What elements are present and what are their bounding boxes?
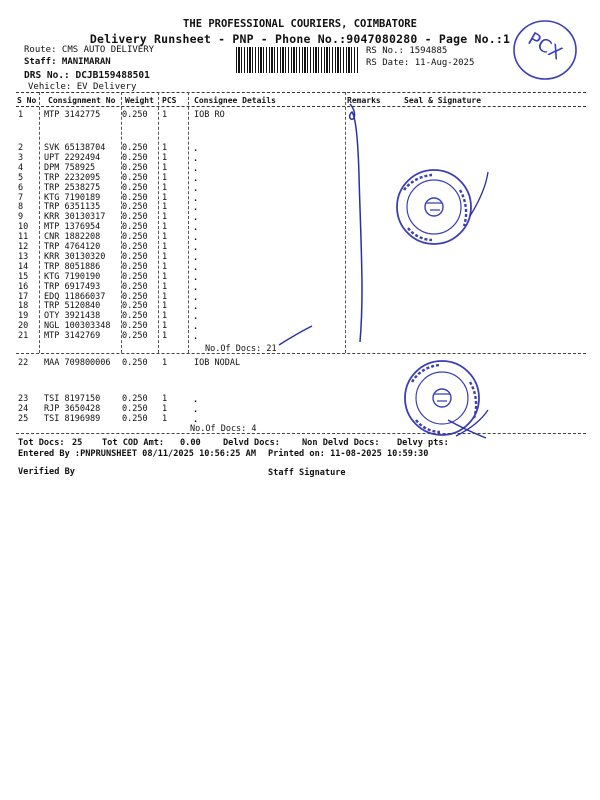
row-weight: 0.250 — [122, 394, 148, 404]
row-consignment: OTY 3921438 — [44, 311, 101, 322]
row-consignment: CNR 1882208 — [44, 232, 101, 243]
row-consignment: TRP 4764120 — [44, 242, 101, 252]
row-weight: 0.250 — [122, 182, 148, 193]
row-sno: 9 — [18, 212, 24, 223]
row-sno: 14 — [18, 261, 29, 272]
consignee-dot: . — [193, 415, 199, 425]
row-consignment: EDQ 11866037 — [44, 291, 106, 302]
consignee-dot: . — [193, 193, 199, 204]
consignee-dot: . — [193, 322, 199, 333]
row-weight: 0.250 — [122, 251, 148, 262]
consignee-dot: . — [193, 282, 199, 293]
row-pcs: 1 — [162, 251, 168, 262]
row-consignment: RJP 3650428 — [44, 404, 101, 414]
row-sno: 15 — [18, 271, 29, 282]
consignee-dot: . — [193, 272, 199, 283]
consignee-dot: . — [193, 332, 199, 343]
row-sno: 8 — [18, 202, 24, 213]
row-pcs: 1 — [162, 110, 168, 120]
row-consignment: MTP 3142775 — [44, 110, 101, 120]
row-pcs: 1 — [162, 212, 168, 223]
staff-label: Staff: MANIMARAN — [24, 57, 111, 67]
row-weight: 0.250 — [122, 222, 148, 233]
row-consignment: MAA 709800006 — [44, 358, 111, 368]
rs-number: RS No.: 1594885 — [366, 46, 448, 56]
row-consignment: TRP 8051886 — [44, 261, 101, 272]
col-consignment: Consignment No — [48, 96, 116, 105]
rs-date: RS Date: 11-Aug-2025 — [366, 58, 475, 68]
consignee-dot: . — [193, 173, 199, 184]
col-consignee: Consignee Details — [194, 96, 276, 105]
row-pcs: 1 — [162, 261, 168, 272]
consignee-dot: . — [193, 233, 199, 244]
row-pcs: 1 — [162, 192, 168, 203]
consignee-dot: . — [193, 312, 199, 323]
row-sno: 23 — [18, 394, 29, 404]
col-pcs: PCS — [162, 96, 177, 105]
row-pcs: 1 — [162, 202, 168, 213]
row-pcs: 1 — [162, 271, 168, 282]
bank-seal-1 — [397, 170, 488, 244]
row-weight: 0.250 — [122, 162, 148, 173]
row-weight: 0.250 — [122, 281, 148, 292]
row-pcs: 1 — [162, 152, 168, 163]
consignee-dot: . — [193, 262, 199, 273]
row-sno: 16 — [18, 281, 29, 292]
row-sno: 20 — [18, 321, 29, 332]
row-weight: 0.250 — [122, 212, 148, 223]
staff-signature: Staff Signature — [268, 468, 346, 478]
consignee-dot: . — [193, 153, 199, 164]
row-consignment: SVK 65138704 — [44, 143, 106, 153]
row-consignment: KTG 7190189 — [44, 192, 101, 203]
row-weight: 0.250 — [122, 321, 148, 332]
row-sno: 21 — [18, 331, 29, 342]
printed-on: Printed on: 11-08-2025 10:59:30 — [268, 449, 429, 459]
row-pcs: 1 — [162, 404, 168, 414]
consignee-dot: . — [193, 302, 199, 313]
row-sno: 6 — [18, 182, 24, 193]
row-weight: 0.250 — [122, 202, 148, 213]
delvy-pts-label: Delvy pts: — [397, 438, 449, 448]
row-weight: 0.250 — [122, 291, 148, 302]
row-consignment: TRP 2538275 — [44, 182, 101, 193]
row-pcs: 1 — [162, 414, 168, 424]
row-sno: 4 — [18, 162, 24, 173]
row-weight: 0.250 — [122, 358, 148, 368]
row-pcs: 1 — [162, 321, 168, 332]
row-weight: 0.250 — [122, 404, 148, 414]
row-consignment: TSI 8197150 — [44, 394, 101, 404]
drs-number: DRS No.: DCJB159488501 — [24, 70, 150, 81]
row-pcs: 1 — [162, 331, 168, 342]
row-consignment: NGL 100303348 — [44, 321, 111, 332]
row-sno: 5 — [18, 172, 24, 183]
row-consignment: TRP 6917493 — [44, 281, 101, 292]
company-title: THE PROFESSIONAL COURIERS, COIMBATORE — [183, 18, 417, 30]
row-consignment: DPM 758925 — [44, 162, 96, 173]
row-consignment: KRR 30130320 — [44, 251, 106, 262]
row-weight: 0.250 — [122, 152, 148, 163]
row-sno: 11 — [18, 232, 29, 243]
row-pcs: 1 — [162, 182, 168, 193]
row-sno: 7 — [18, 192, 24, 203]
row-pcs: 1 — [162, 281, 168, 292]
row-sno: 10 — [18, 222, 29, 233]
row-sno: 1 — [18, 110, 24, 120]
row-consignment: KTG 7190190 — [44, 271, 101, 282]
row-sno: 12 — [18, 242, 29, 252]
verified-by: Verified By — [18, 467, 75, 477]
row-weight: 0.250 — [122, 172, 148, 183]
consignee-dot: . — [193, 395, 199, 405]
row-consignment: UPT 2292494 — [44, 152, 101, 163]
consignee-dot: . — [193, 213, 199, 224]
row-pcs: 1 — [162, 162, 168, 173]
row-weight: 0.250 — [122, 143, 148, 153]
tot-cod-value: 0.00 — [180, 438, 201, 448]
row-sno: 24 — [18, 404, 29, 414]
row-consignment: KRR 30130317 — [44, 212, 106, 223]
row-sno: 19 — [18, 311, 29, 322]
bank-seal-2 — [405, 361, 488, 438]
vehicle-label: Vehicle: EV Delivery — [28, 82, 137, 92]
row-pcs: 1 — [162, 394, 168, 404]
row-consignment: TRP 5120840 — [44, 301, 101, 312]
consignee-dot: . — [193, 223, 199, 234]
consignee-dot: . — [193, 292, 199, 303]
consignee-dot: . — [193, 144, 199, 154]
consignee-group2: IOB NODAL — [194, 358, 241, 368]
row-consignment: TRP 2232095 — [44, 172, 101, 183]
col-sno: S No — [17, 96, 37, 105]
tot-cod-label: Tot COD Amt: — [102, 438, 165, 448]
row-pcs: 1 — [162, 358, 168, 368]
tot-docs-value: 25 — [72, 438, 83, 448]
row-pcs: 1 — [162, 143, 168, 153]
row-weight: 0.250 — [122, 110, 148, 120]
consignee-dot: . — [193, 183, 199, 194]
route-label: Route: CMS AUTO DELIVERY — [24, 45, 155, 55]
row-sno: 13 — [18, 251, 29, 262]
row-sno: 22 — [18, 358, 29, 368]
consignee-dot: . — [193, 203, 199, 214]
row-sno: 17 — [18, 291, 29, 302]
col-remarks: Remarks — [347, 96, 381, 105]
consignee-dot: . — [193, 163, 199, 174]
row-pcs: 1 — [162, 301, 168, 312]
row-pcs: 1 — [162, 311, 168, 322]
row-weight: 0.250 — [122, 192, 148, 203]
col-weight: Weight — [125, 96, 154, 105]
row-sno: 18 — [18, 301, 29, 312]
row-consignment: TSI 8196989 — [44, 414, 101, 424]
pcx-stamp-text: PCX — [524, 28, 566, 65]
consignee-dot: . — [193, 252, 199, 263]
delvd-docs-label: Delvd Docs: — [223, 438, 280, 448]
consignee-group1: IOB RO — [194, 110, 225, 120]
col-seal: Seal & Signature — [404, 96, 482, 105]
row-consignment: MTP 3142769 — [44, 331, 101, 342]
row-weight: 0.250 — [122, 242, 148, 252]
row-pcs: 1 — [162, 291, 168, 302]
row-sno: 3 — [18, 152, 24, 163]
row-consignment: MTP 1376954 — [44, 222, 101, 233]
row-sno: 25 — [18, 414, 29, 424]
row-weight: 0.250 — [122, 414, 148, 424]
row-weight: 0.250 — [122, 311, 148, 322]
row-pcs: 1 — [162, 242, 168, 252]
no-of-docs-group1: No.Of Docs: 21 — [205, 344, 277, 354]
row-consignment: TRP 6351135 — [44, 202, 101, 213]
row-pcs: 1 — [162, 172, 168, 183]
no-of-docs-group2: No.Of Docs: 4 — [190, 424, 257, 434]
row-weight: 0.250 — [122, 331, 148, 342]
consignee-dot: . — [193, 243, 199, 253]
consignee-dot: . — [193, 405, 199, 415]
row-pcs: 1 — [162, 232, 168, 243]
row-pcs: 1 — [162, 222, 168, 233]
row-weight: 0.250 — [122, 261, 148, 272]
row-sno: 2 — [18, 143, 24, 153]
non-delvd-docs-label: Non Delvd Docs: — [302, 438, 380, 448]
tot-docs-label: Tot Docs: — [18, 438, 65, 448]
row-weight: 0.250 — [122, 232, 148, 243]
entered-by: Entered By :PNPRUNSHEET 08/11/2025 10:56:25 AM — [18, 449, 256, 459]
row-weight: 0.250 — [122, 271, 148, 282]
row-weight: 0.250 — [122, 301, 148, 312]
runsheet-subtitle: Delivery Runsheet - PNP - Phone No.:9047080280 - Page No.:1 — [89, 32, 511, 46]
